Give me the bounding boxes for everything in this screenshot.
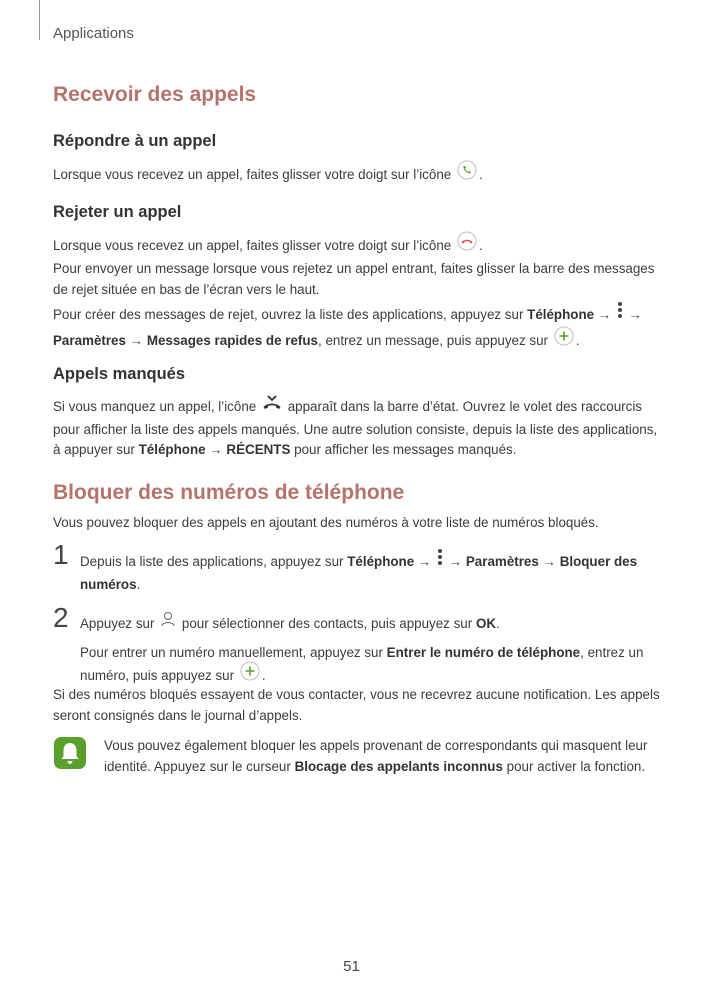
step-number-2: 2 [53,602,69,633]
section-title-block-numbers: Bloquer des numéros de téléphone [53,481,405,504]
add-icon [554,326,574,353]
margin-rule [39,0,40,40]
note-text: Vous pouvez également bloquer les appels provenant de correspondants qui masquent leur identité. Appuyez sur le curseur Blocage des appelants inconnus pour activer la fonction. [104,738,648,774]
paragraph-missed-calls: Si vous manquez un appel, l’icône apparaît dans la barre d’état. Ouvrez le volet des raccourcis pour afficher la liste des appels manqués. Une autre solution consiste, depuis la liste des applications, à appuyer sur Téléphone → RÉCENTS pour afficher les messages manqués. [53,395,651,461]
paragraph-block-intro: Vous pouvez bloquer des appels en ajoutant des numéros à votre liste de numéros bloqués. [53,515,599,530]
step-number-1: 1 [53,539,69,570]
note-bell-icon [53,736,87,770]
paragraph-reject-call: Lorsque vous recevez un appel, faites glisser votre doigt sur l’icône . [53,233,651,260]
paragraph-answer-call: Lorsque vous recevez un appel, faites glisser votre doigt sur l’icône . [53,162,651,189]
paragraph-reject-message: Pour envoyer un message lorsque vous rejetez un appel entrant, faites glisser la barre des messages de rejet située en bas de l’écran vers le haut. [53,261,655,297]
running-head: Applications [53,25,134,42]
contact-icon [160,610,176,635]
section-title-receive-calls: Recevoir des appels [53,83,257,106]
phone-reject-icon [457,231,477,258]
paragraph-create-reject-messages: Pour créer des messages de rejet, ouvrez la liste des applications, appuyez sur Téléphone → → Paramètres → Messages rapides de refus, entrez un message, puis appuyez sur . [53,303,651,354]
page-number: 51 [343,958,360,975]
heading-reject-call: Rejeter un appel [53,203,182,221]
heading-missed-calls: Appels manqués [53,365,186,383]
more-options-icon [437,548,443,573]
add-icon [240,661,260,688]
missed-call-icon [262,393,282,418]
paragraph-blocked-notice: Si des numéros bloqués essayent de vous contacter, vous ne recevrez aucune notification. Les appels seront consignés dans le journal d’appels. [53,687,660,723]
more-options-icon [617,301,623,326]
step-1-text: Depuis la liste des applications, appuyez sur Téléphone → → Paramètres → Bloquer des numéros. [80,550,651,595]
step-2-text: Appuyez sur pour sélectionner des contacts, puis appuyez sur OK. Pour entrer un numéro manuellement, appuyez sur Entrer le numéro de téléphone, entrez un numéro, puis appuyez sur . [80,612,651,690]
phone-answer-icon [457,160,477,187]
heading-answer-call: Répondre à un appel [53,132,217,150]
